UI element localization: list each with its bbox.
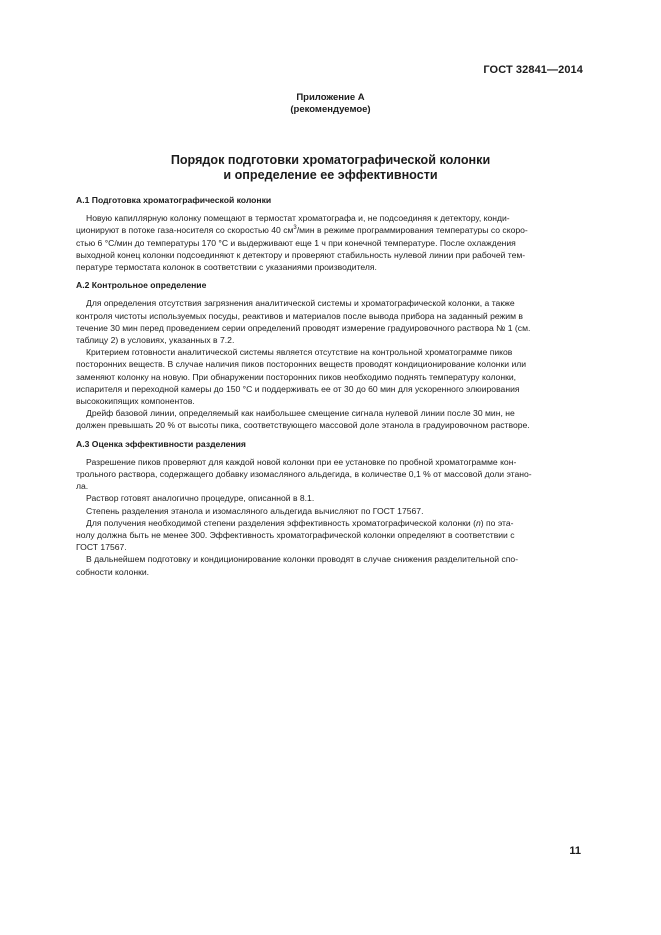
text-fragment: ционируют в потоке газа-носителя со скоростью 40 см — [76, 225, 294, 236]
document-body — [76, 194, 583, 584]
text-line: Критерием готовности аналитической системы является отсутствие на контрольной хроматограмме пиков — [86, 347, 513, 358]
paragraph — [76, 346, 583, 407]
annex-title: Приложение А — [296, 92, 365, 103]
title-line-2: и определение ее эффективности — [223, 168, 438, 182]
page-number: 11 — [569, 845, 581, 857]
section-heading: А.3 Оценка эффективности разделения — [76, 438, 246, 449]
annex-heading — [0, 92, 661, 116]
text-line: Для определения отсутствия загрязнения аналитической системы и хроматографической колонки, а также — [86, 298, 515, 309]
title-line-1: Порядок подготовки хроматографической колонки — [170, 153, 491, 167]
text-line: должен превышать 20 % от высоты пика, соответствующего массовой доле этанола в градуировочном растворе. — [76, 420, 530, 431]
text-line: стью 6 °С/мин до температуры 170 °С и выдерживают еще 1 ч при конечной температуре. После охлаждения — [76, 237, 516, 248]
text-line: Степень разделения этанола и изомасляного альдегида вычисляют по ГОСТ 17567. — [86, 505, 424, 516]
text-line: Дрейф базовой линии, определяемый как наибольшее смещение сигнала нулевой линии после 30 мин, не — [86, 408, 515, 419]
section-a3 — [76, 438, 583, 578]
paragraph — [76, 553, 583, 577]
text-line: Новую капиллярную колонку помещают в термостат хроматографа и, не подсоединяя к детектору, конди- — [86, 213, 510, 224]
text-line: ГОСТ 17567. — [76, 542, 127, 553]
paragraph — [76, 517, 583, 554]
paragraph — [76, 212, 583, 273]
section-heading: А.2 Контрольное определение — [76, 280, 207, 291]
text-line: заменяют колонку на новую. При обнаружении посторонних пиков необходимо поднять температуру колонки, — [76, 371, 517, 382]
text-line: выходной конец колонки подсоединяют к детектору и проверяют стабильность нулевой линии при рабочей тем- — [76, 249, 526, 260]
text-line: испарителя и переходной камеры до 150 °С и поддерживать ее от 30 до 60 мин для ускоренного элюирования — [76, 383, 520, 394]
paragraph — [76, 407, 583, 431]
text-line: В дальнейшем подготовку и кондиционирование колонки проводят в случае снижения разделительной спо- — [86, 554, 519, 565]
section-a2 — [76, 279, 583, 431]
text-line: контроля чистоты используемых посуды, реактивов и материалов после вывода прибора на заданный режим в — [76, 310, 523, 321]
section-heading: А.1 Подготовка хроматографической колонки — [76, 195, 272, 205]
text-line: пературе термостата колонок в соответствии с указаниями производителя. — [76, 262, 377, 273]
text-line: нолу должна быть не менее 300. Эффективность хроматографической колонки определяют в соответствии с — [76, 530, 515, 541]
section-a1 — [76, 194, 583, 273]
text-fragment: /мин в режиме программирования температуры со скоро- — [296, 225, 528, 236]
text-fragment: Для получения необходимой степени разделения эффективность хроматографической колонки ( — [86, 517, 476, 528]
text-line: трольного раствора, содержащего добавку изомасляного альдегида, в количестве 0,1 % от массовой доли этано- — [76, 469, 532, 480]
text-line: высококипящих компонентов. — [76, 396, 195, 407]
italic-symbol: n — [475, 517, 481, 528]
text-line: посторонних веществ. В случае наличия пиков посторонних веществ проводят кондиционирование колонки или — [76, 359, 527, 370]
document-title — [0, 153, 661, 183]
text-line: Разрешение пиков проверяют для каждой новой колонки при ее установке по пробной хроматограмме кон- — [86, 456, 517, 467]
text-line: Раствор готовят аналогично процедуре, описанной в 8.1. — [86, 493, 315, 504]
text-line: таблицу 2) в условиях, указанных в 7.2. — [76, 335, 235, 346]
text-line — [76, 517, 583, 529]
text-line: собности колонки. — [76, 566, 150, 577]
standard-code: ГОСТ 32841—2014 — [483, 64, 583, 76]
text-line: течение 30 мин перед проведением серии определений проводят измерение градуировочного раствора № 1 (см. — [76, 322, 531, 333]
text-line — [76, 224, 583, 236]
paragraph — [76, 297, 583, 346]
paragraph — [76, 456, 583, 493]
text-fragment: ) по эта- — [480, 517, 514, 528]
paragraph — [76, 492, 583, 504]
superscript: 3 — [293, 225, 297, 232]
paragraph — [76, 505, 583, 517]
text-line: ла. — [76, 481, 89, 492]
annex-status: (рекомендуемое) — [290, 104, 371, 115]
